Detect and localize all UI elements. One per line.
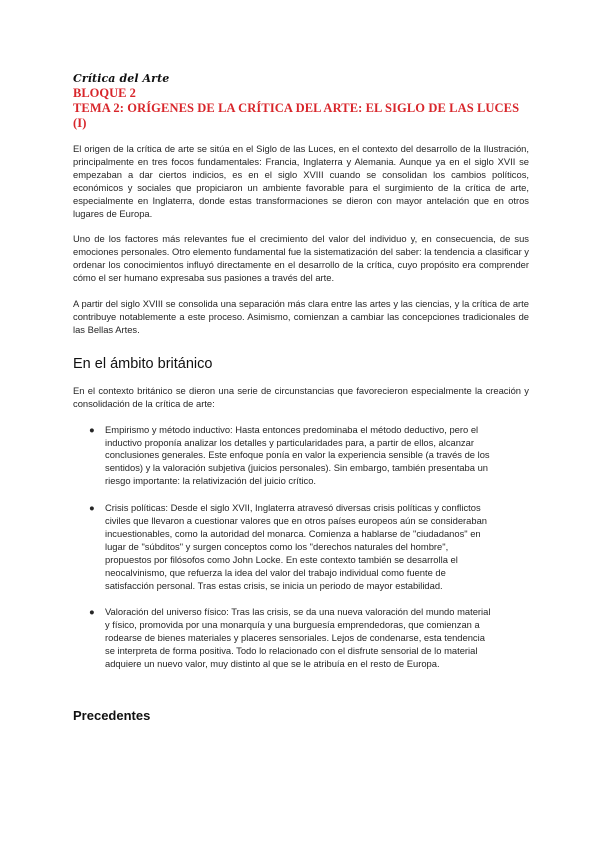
bullet-dot-icon: ● [89,606,95,618]
intro-paragraph-3: A partir del siglo XVIII se consolida una separación más clara entre las artes y las ciencias, y la crítica de arte contribuye notablemente a este proceso. Asimismo, comienzan a cambiar las concepciones tradicionales de las Bellas Artes. [73,298,529,335]
section-heading-precedentes: Precedentes [73,708,151,723]
bullet-dot-icon: ● [89,502,95,514]
bullet-text: Valoración del universo físico: Tras las crisis, se da una nueva valoración del mundo material y físico, promovida por una monarquía y una burguesía emprendedoras, que comienzan a rodearse de bienes materiales y placeres sensoriales. Lejos de condenarse, esta tendencia se interpreta de forma positiva. Todo lo relacionado con el disfrute sensorial de lo material adquiere un nuevo valor, muy distinto al que se le atribuía en el resto de Europa. [105,606,491,670]
british-bullet-list [73,424,529,671]
block-title: BLOQUE 2 [73,86,136,100]
section-heading-british: En el ámbito británico [73,355,213,372]
british-intro-paragraph: En el contexto británico se dieron una serie de circunstancias que favorecieron especialmente la creación y consolidación de la crítica de arte: [73,384,529,409]
intro-paragraph-1: El origen de la crítica de arte se sitúa en el Siglo de las Luces, en el contexto del desarrollo de la Ilustración, principalmente en tres focos fundamentales: Francia, Inglaterra y Alemania. Aunque ya en el siglo XVII se empezaban a dar ciertos indicios, es en el siglo XVIII cuando se consolidan los cambios políticos, económicos y sociales que propiciaron un ambiente favorable para el surgimiento de la crítica de arte, especialmente en Inglaterra, donde estas transformaciones se dieron con mayor antelación que en otros lugares de Europa. [73,143,529,219]
topic-title: TEMA 2: ORÍGENES DE LA CRÍTICA DEL ARTE: EL SIGLO DE LAS LUCES (I) [73,101,520,130]
bullet-item-crisis [73,502,529,592]
bullet-text: Empirismo y método inductivo: Hasta entonces predominaba el método deductivo, pero el inductivo proponía analizar los detalles y particularidades para, a partir de ellos, alcanzar conclusiones generales. Este enfoque ponía en valor la experiencia sensible (a través de los sentidos) y la valoración subjetiva (juicios personales). Sin embargo, también presentaba un riesgo importante: la relativización del juicio crítico. [105,423,490,487]
document-page [73,72,529,737]
bullet-text: Crisis políticas: Desde el siglo XVII, Inglaterra atravesó diversas crisis políticas y conflictos civiles que llevaron a cuestionar valores que en otros países europeos aún se consideraban incuestionables, como la autoridad del monarca. Comienza a hablarse de "ciudadanos" en lugar de "súbditos" y surgen conceptos como los "derechos naturales del hombre", propuestos por filósofos como John Locke. En este contexto también se desarrolla el neocalvinismo, que refuerza la idea del valor del trabajo individual como fuente de satisfacción personal. Tras estas crisis, se inicia un periodo de mayor estabilidad. [105,502,488,591]
intro-paragraph-2: Uno de los factores más relevantes fue el crecimiento del valor del individuo y, en consecuencia, de sus emociones personales. Otro elemento fundamental fue la sistematización del saber: la tendencia a clasificar y ordenar los conocimientos influyó directamente en el desarrollo de la crítica, cuyo propósito era comprender cómo el ser humano expresaba sus pasiones a través del arte. [73,233,529,284]
bullet-item-empirismo [73,424,529,489]
bullet-item-universo [73,606,529,671]
course-title: Crítica del Arte [73,72,170,85]
bullet-dot-icon: ● [89,423,95,435]
